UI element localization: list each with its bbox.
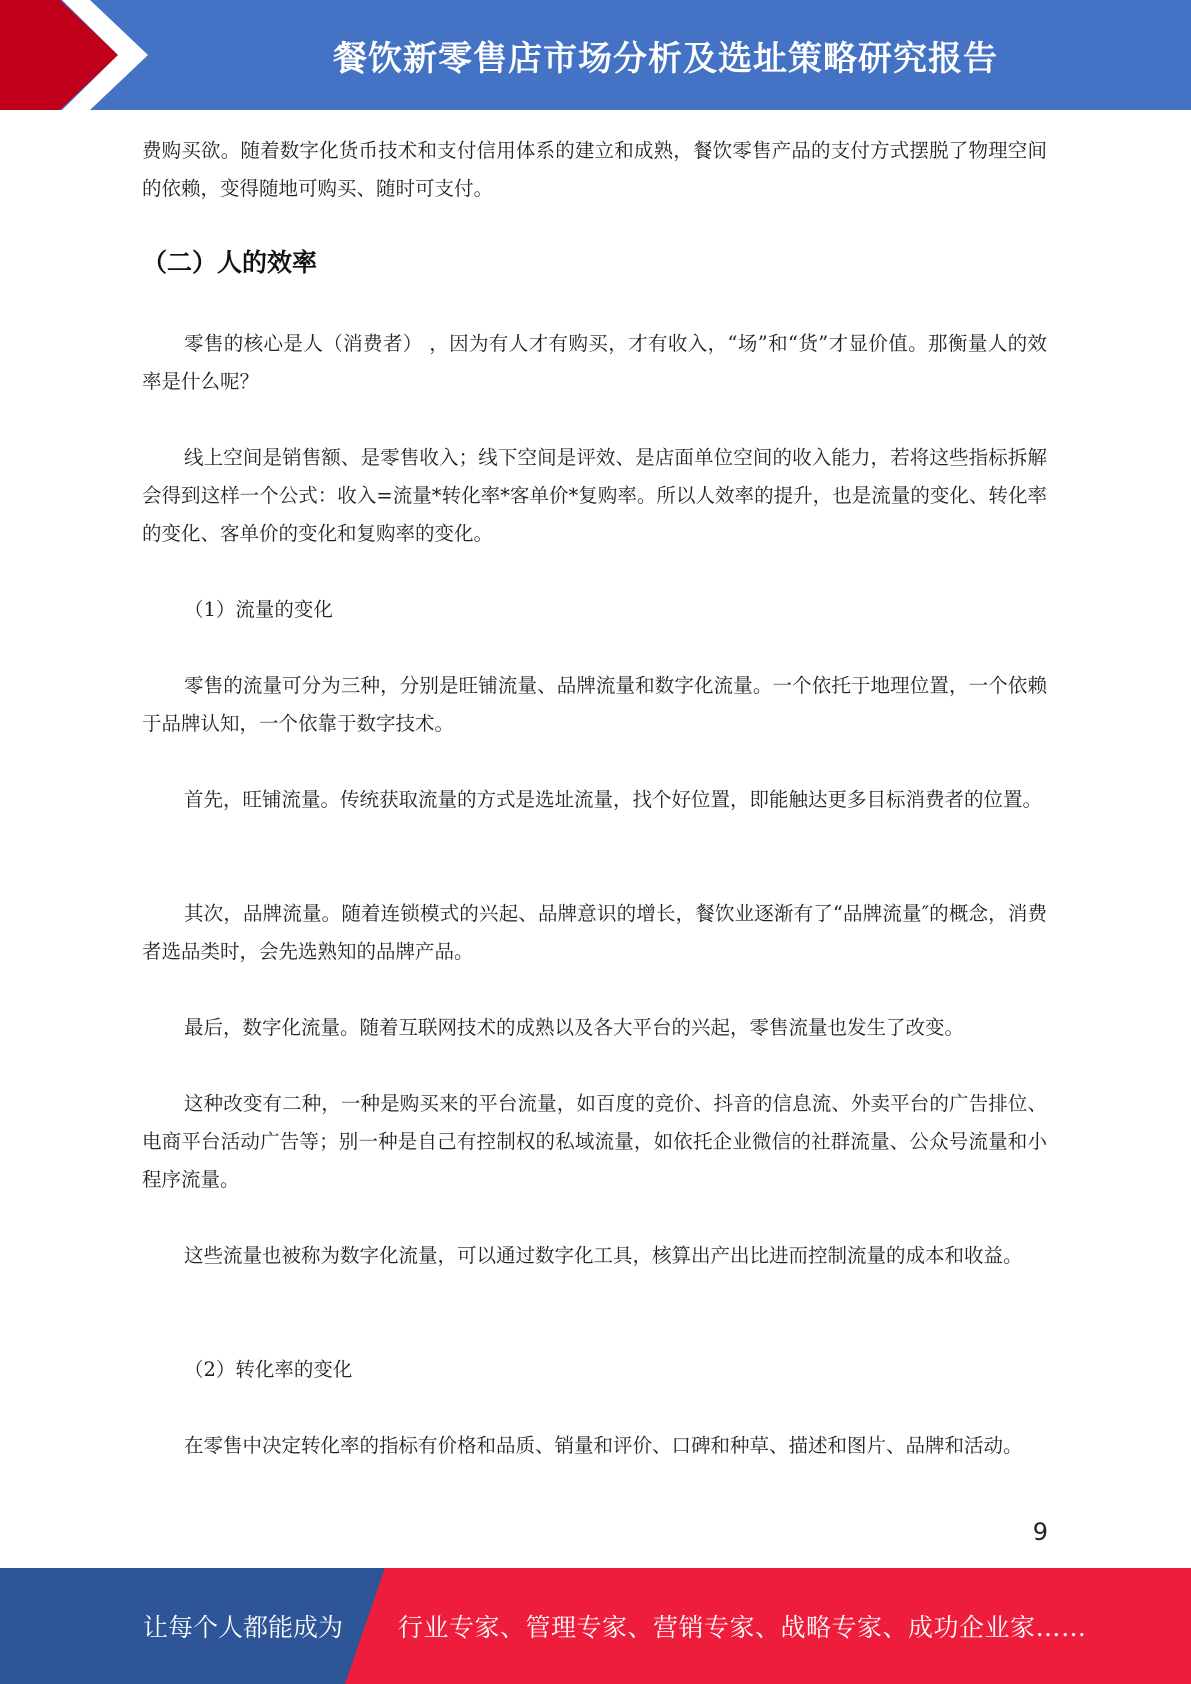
- page-number: 9: [1032, 1518, 1048, 1546]
- paragraph-last: 最后，数字化流量。随着互联网技术的成熟以及各大平台的兴起，零售流量也发生了改变。: [184, 1016, 965, 1039]
- paragraph-digital: 这些流量也被称为数字化流量，可以通过数字化工具，核算出产出比进而控制流量的成本和收益。: [184, 1244, 1023, 1267]
- paragraph-conversion: 在零售中决定转化率的指标有价格和品质、销量和评价、口碑和种草、描述和图片、品牌和活动。: [184, 1434, 1023, 1457]
- footer-slogan-left: 让每个人都能成为: [143, 1613, 344, 1642]
- subheading-conversion: （2）转化率的变化: [184, 1358, 353, 1381]
- paragraph-second: 其次，品牌流量。随着连锁模式的兴起、品牌意识的增长，餐饮业逐渐有了“品牌流量″的概念，消费者选品类时，会先选熟知的品牌产品。: [142, 902, 1047, 963]
- subheading-traffic: （1）流量的变化: [184, 598, 333, 621]
- paragraph-formula: 线上空间是销售额、是零售收入；线下空间是评效、是店面单位空间的收入能力，若将这些指标拆解会得到这样一个公式：收入=流量*转化率*客单价*复购率。所以人效率的提升，也是流量的变化、转化率的变化、客单价的变化和复购率的变化。: [142, 446, 1047, 545]
- report-title: 餐饮新零售店市场分析及选址策略研究报告: [333, 38, 998, 79]
- page-footer: [0, 1568, 1191, 1684]
- page-header: [0, 0, 1191, 110]
- paragraph-first: 首先，旺铺流量。传统获取流量的方式是选址流量，找个好位置，即能触达更多目标消费者的位置。: [184, 788, 1043, 811]
- paragraph-traffic-types: 零售的流量可分为三种，分别是旺铺流量、品牌流量和数字化流量。一个依托于地理位置，一个依赖于品牌认知，一个依靠于数字技术。: [142, 674, 1047, 735]
- section-heading: （二）人的效率: [142, 248, 318, 277]
- footer-slogan-right: 行业专家、管理专家、营销专家、战略专家、成功企业家……: [398, 1613, 1087, 1642]
- paragraph-core: 零售的核心是人（消费者） ，因为有人才有购买，才有收入，“场”和“货”才显价值。那衡量人的效率是什么呢？: [142, 332, 1047, 393]
- paragraph-intro: 费购买欲。随着数字化货币技术和支付信用体系的建立和成熟，餐饮零售产品的支付方式摆脱了物理空间的依赖，变得随地可购买、随时可支付。: [142, 139, 1047, 200]
- paragraph-change: 这种改变有二种，一种是购买来的平台流量，如百度的竞价、抖音的信息流、外卖平台的广告排位、电商平台活动广告等；别一种是自己有控制权的私域流量，如依托企业微信的社群流量、公众号流量和小程序流量。: [142, 1092, 1047, 1191]
